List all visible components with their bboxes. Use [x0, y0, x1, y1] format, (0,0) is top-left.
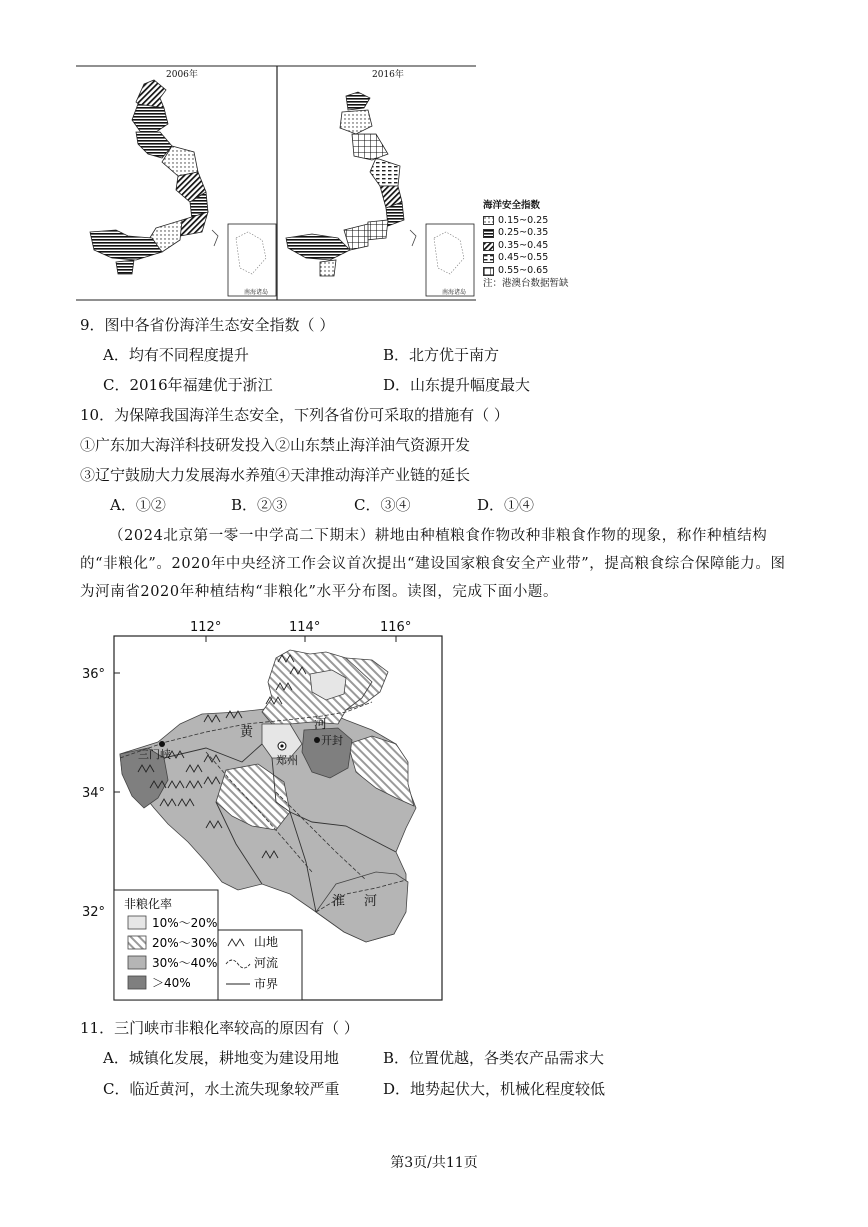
- kaifeng-dot: [314, 737, 320, 743]
- legend-item: [483, 240, 569, 253]
- q11-option-a[interactable]: A．城镇化发展，耕地变为建设用地: [103, 1049, 339, 1067]
- legend-note: 注：港澳台数据暂缺: [483, 277, 569, 289]
- legend-rate-4: ＞40%: [152, 976, 191, 990]
- legend-mountain: 山地: [254, 935, 279, 949]
- swatch-20-30: [128, 936, 146, 949]
- swatch-10-20: [128, 916, 146, 929]
- legend-rate-2: 20%～30%: [152, 936, 218, 950]
- ocean-safety-legend: [483, 200, 569, 290]
- ocean-safety-maps: [76, 62, 478, 304]
- dash-pattern-swatch: [483, 254, 494, 263]
- legend-rate-3: 30%～40%: [152, 956, 218, 970]
- swatch-over-40: [128, 976, 146, 989]
- svg-text:2016年: 2016年: [372, 70, 404, 80]
- legend-river: 河流: [254, 956, 279, 970]
- q10-option-c[interactable]: C．③④: [354, 496, 411, 514]
- page-number: 第3页/共11页: [390, 1155, 478, 1171]
- lat-label-32: 32°: [82, 905, 106, 920]
- legend-item: [483, 227, 569, 240]
- intro-paragraph: （2024北京第一零一中学高二下期末）耕地由种植粮食作物改种非粮食作物的现象，称作种植结构的“非粮化”。2020年中央经济工作会议首次提出“建设国家粮食安全产业带”，提高粮食综合保障能力。图为河南省2020年种植结构“非粮化”水平分布图。读图，完成下面小题。: [80, 528, 786, 600]
- swatch-30-40: [128, 956, 146, 969]
- lon-label-114: 114°: [289, 620, 321, 635]
- q9-option-a[interactable]: A．均有不同程度提升: [103, 346, 249, 364]
- legend-item: [483, 215, 569, 228]
- sanmenxia-dot: [159, 741, 165, 747]
- legend-title: 海洋安全指数: [483, 200, 541, 211]
- lat-label-34: 34°: [82, 786, 106, 801]
- dots-pattern-swatch: [483, 216, 494, 225]
- q10-option-a[interactable]: A．①②: [110, 496, 166, 514]
- zhengzhou-label: 郑州: [276, 754, 298, 767]
- legend-label: 0.55~0.65: [498, 264, 549, 276]
- legend-item: [483, 265, 569, 278]
- legend-label: 0.15~0.25: [498, 214, 549, 226]
- q11-option-c[interactable]: C．临近黄河，水土流失现象较严重: [103, 1080, 340, 1098]
- svg-text:南海诸岛: 南海诸岛: [442, 289, 467, 296]
- lat-label-36: 36°: [82, 667, 106, 682]
- svg-text:南海诸岛: 南海诸岛: [244, 289, 269, 296]
- q10-option-b[interactable]: B．②③: [231, 496, 288, 514]
- grid-pattern-swatch: [483, 267, 494, 276]
- map-2006: [90, 68, 276, 296]
- lon-label-112: 112°: [190, 620, 222, 635]
- legend-rate-1: 10%～20%: [152, 916, 218, 930]
- yellow-river-label-1: 黄: [240, 725, 254, 740]
- huai-river-label-1: 淮: [332, 894, 346, 909]
- map-2016: [286, 68, 474, 296]
- q10-statement-2: ③辽宁鼓励大力发展海水养殖④天津推动海洋产业链的延长: [80, 466, 471, 484]
- legend-label: 0.35~0.45: [498, 239, 549, 251]
- q10-option-d[interactable]: D．①④: [477, 496, 535, 514]
- q11-option-b[interactable]: B．位置优越，各类农产品需求大: [383, 1049, 605, 1067]
- q9-option-b[interactable]: B．北方优于南方: [383, 346, 500, 364]
- kaifeng-label: 开封: [321, 734, 343, 747]
- lon-label-116: 116°: [380, 620, 412, 635]
- legend-label: 0.25~0.35: [498, 227, 549, 239]
- q9-option-d[interactable]: D．山东提升幅度最大: [383, 376, 531, 394]
- legend-label: 0.45~0.55: [498, 252, 549, 264]
- q11-option-d[interactable]: D．地势起伏大，机械化程度较低: [383, 1080, 606, 1098]
- sanmenxia-label: 三门峡: [138, 748, 171, 761]
- q9-option-c[interactable]: C．2016年福建优于浙江: [103, 376, 273, 394]
- q10-stem: 10．为保障我国海洋生态安全，下列各省份可采取的措施有（ ）: [80, 406, 509, 424]
- legend-boundary: 市界: [254, 977, 279, 991]
- legend-rate-title: 非粮化率: [124, 897, 173, 911]
- diag-pattern-swatch: [483, 242, 494, 251]
- henan-nonfood-map: [76, 612, 448, 1004]
- q9-stem: 9．图中各省份海洋生态安全指数（ ）: [80, 316, 335, 334]
- hstripes-pattern-swatch: [483, 229, 494, 238]
- huai-river-label-2: 河: [364, 894, 378, 909]
- q10-statement-1: ①广东加大海洋科技研发投入②山东禁止海洋油气资源开发: [80, 436, 471, 454]
- yellow-river-label-2: 河: [314, 717, 328, 732]
- q11-stem: 11．三门峡市非粮化率较高的原因有（ ）: [80, 1019, 359, 1037]
- svg-text:2006年: 2006年: [166, 70, 198, 80]
- legend-item: [483, 252, 569, 265]
